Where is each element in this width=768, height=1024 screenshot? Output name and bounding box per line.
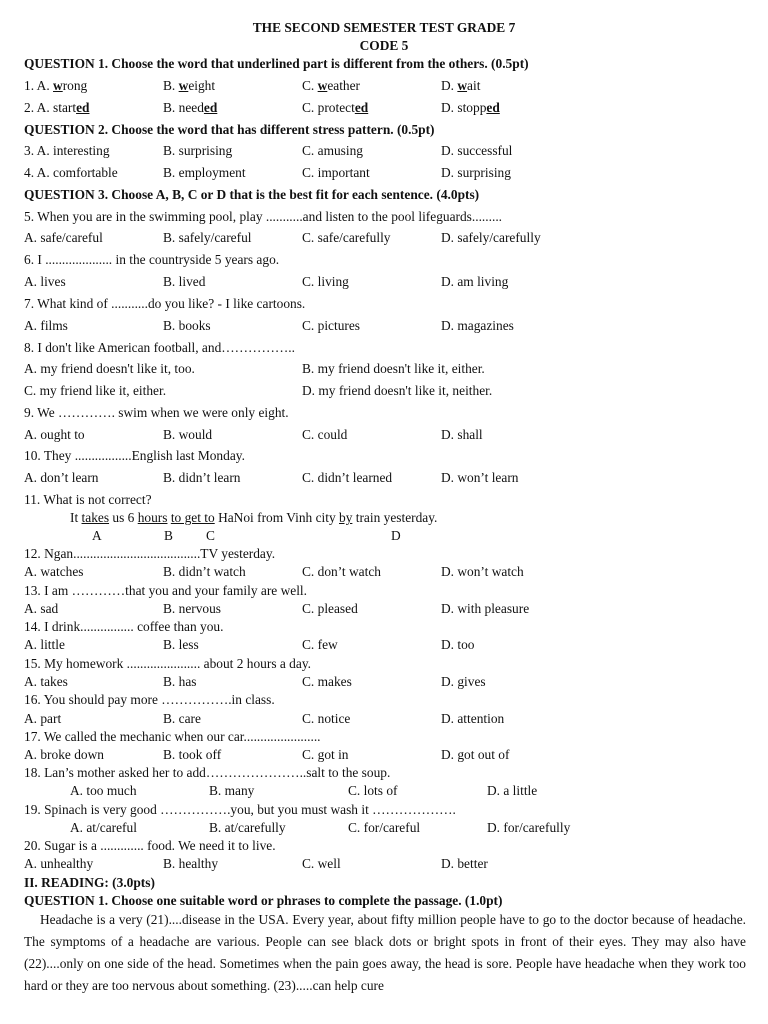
sentence-16: 16. You should pay more …………….in class. bbox=[24, 692, 275, 707]
question-1-title: QUESTION 1. Choose the word that underlined part is different from the others. (0.5pt) bbox=[24, 56, 529, 71]
option-a: A. broke down bbox=[24, 747, 104, 762]
sentence-20: 20. Sugar is a ............. food. We need it to live. bbox=[24, 838, 276, 853]
options-5 bbox=[24, 231, 744, 247]
options-16 bbox=[24, 712, 744, 728]
options-10 bbox=[24, 471, 744, 487]
option-d: D. magazines bbox=[441, 318, 514, 333]
option-c: C. got in bbox=[302, 747, 349, 762]
question-row bbox=[24, 166, 744, 182]
option-a: A. at/careful bbox=[70, 820, 137, 835]
options-14 bbox=[24, 638, 744, 654]
label-d: D bbox=[391, 528, 401, 543]
option-d: D. a little bbox=[487, 783, 538, 798]
option-a: A. my friend doesn't like it, too. bbox=[24, 361, 195, 376]
option-b: B. didn’t learn bbox=[163, 470, 241, 485]
sentence-9: 9. We …………. swim when we were only eight. bbox=[24, 405, 289, 420]
question-row bbox=[24, 79, 744, 95]
option-b: B. at/carefully bbox=[209, 820, 286, 835]
option-c: C. safe/carefully bbox=[302, 230, 391, 245]
option-d: D. stopped bbox=[441, 100, 500, 115]
option-c: C. didn’t learned bbox=[302, 470, 393, 485]
options-18 bbox=[24, 784, 744, 800]
sentence-19: 19. Spinach is very good …………….you, but you must wash it ………………. bbox=[24, 802, 456, 817]
option-c: C. lots of bbox=[348, 783, 398, 798]
options-9 bbox=[24, 428, 744, 444]
option-c: C. important bbox=[302, 165, 370, 180]
option-c: C. amusing bbox=[302, 143, 364, 158]
sentence-11: 11. What is not correct? bbox=[24, 492, 152, 507]
option-d: D. attention bbox=[441, 711, 505, 726]
option-c: C. weather bbox=[302, 78, 361, 93]
option-b: B. less bbox=[163, 637, 199, 652]
option-a: A. films bbox=[24, 318, 68, 333]
options-8-ab bbox=[24, 362, 744, 378]
question-2-title: QUESTION 2. Choose the word that has different stress pattern. (0.5pt) bbox=[24, 122, 435, 137]
options-17 bbox=[24, 748, 744, 764]
option-b: B. nervous bbox=[163, 601, 222, 616]
option-a: A. lives bbox=[24, 274, 66, 289]
option-d: D. with pleasure bbox=[441, 601, 530, 616]
option-d: D. won’t learn bbox=[441, 470, 519, 485]
option-c: C. for/careful bbox=[348, 820, 421, 835]
option-c: C. notice bbox=[302, 711, 351, 726]
option-d: D. shall bbox=[441, 427, 483, 442]
underlined-part-d: by bbox=[339, 510, 353, 525]
reading-section-title: II. READING: (3.0pts) bbox=[24, 875, 155, 890]
option-b: B. safely/careful bbox=[163, 230, 252, 245]
option-b: B. weight bbox=[163, 78, 216, 93]
question-row bbox=[24, 144, 744, 160]
options-8-cd bbox=[24, 384, 744, 400]
options-12 bbox=[24, 565, 744, 581]
option-b: B. would bbox=[163, 427, 213, 442]
test-code: CODE 5 bbox=[359, 38, 409, 53]
options-6 bbox=[24, 275, 744, 291]
label-a: A bbox=[92, 528, 102, 543]
options-15 bbox=[24, 675, 744, 691]
options-13 bbox=[24, 602, 744, 618]
sentence-13: 13. I am …………that you and your family are well. bbox=[24, 583, 307, 598]
sentence-17: 17. We called the mechanic when our car....................... bbox=[24, 729, 321, 744]
option-c: C. living bbox=[302, 274, 349, 289]
option-a: 4. A. comfortable bbox=[24, 165, 118, 180]
option-d: D. for/carefully bbox=[487, 820, 571, 835]
sentence-6: 6. I .................... in the countryside 5 years ago. bbox=[24, 252, 280, 267]
question-3-title: QUESTION 3. Choose A, B, C or D that is the best fit for each sentence. (4.0pts) bbox=[24, 187, 480, 202]
option-b: B. books bbox=[163, 318, 211, 333]
option-a: A. watches bbox=[24, 564, 84, 579]
option-b: B. lived bbox=[163, 274, 206, 289]
options-7 bbox=[24, 319, 744, 335]
option-b: B. didn’t watch bbox=[163, 564, 246, 579]
sentence-14: 14. I drink................ coffee than you. bbox=[24, 619, 224, 634]
test-title: THE SECOND SEMESTER TEST GRADE 7 bbox=[252, 20, 516, 35]
option-d: D. safely/carefully bbox=[441, 230, 541, 245]
option-a: A. ought to bbox=[24, 427, 85, 442]
options-20 bbox=[24, 857, 744, 873]
option-c: C. makes bbox=[302, 674, 352, 689]
option-b: B. many bbox=[209, 783, 255, 798]
underlined-part-a: takes bbox=[81, 510, 110, 525]
sentence-11-text: It takes us 6 hours to get to HaNoi from Vinh city by train yesterday. bbox=[70, 510, 438, 525]
option-d: D. my friend doesn't like it, neither. bbox=[302, 383, 493, 398]
sentence-5: 5. When you are in the swimming pool, play ...........and listen to the pool lifeguards......... bbox=[24, 209, 503, 224]
option-d: D. better bbox=[441, 856, 488, 871]
option-d: D. won’t watch bbox=[441, 564, 524, 579]
option-c: C. protected bbox=[302, 100, 369, 115]
sentence-18: 18. Lan’s mother asked her to add…………………..salt to the soup. bbox=[24, 765, 391, 780]
sentence-8: 8. I don't like American football, and…………….. bbox=[24, 340, 295, 355]
option-a: A. safe/careful bbox=[24, 230, 103, 245]
option-b: B. took off bbox=[163, 747, 222, 762]
options-19 bbox=[24, 821, 744, 837]
option-b: B. healthy bbox=[163, 856, 219, 871]
sentence-12: 12. Ngan......................................TV yesterday. bbox=[24, 546, 276, 561]
option-b: B. has bbox=[163, 674, 197, 689]
option-c: C. could bbox=[302, 427, 348, 442]
option-a: A. takes bbox=[24, 674, 68, 689]
option-c: C. few bbox=[302, 637, 338, 652]
sentence-7: 7. What kind of ...........do you like? - I like cartoons. bbox=[24, 296, 306, 311]
sentence-10: 10. They .................English last Monday. bbox=[24, 448, 245, 463]
option-d: D. successful bbox=[441, 143, 513, 158]
question-row bbox=[24, 101, 744, 117]
label-c: C bbox=[206, 528, 215, 543]
reading-question-1-title: QUESTION 1. Choose one suitable word or phrases to complete the passage. (1.0pt) bbox=[24, 893, 503, 908]
option-c: C. pictures bbox=[302, 318, 361, 333]
option-a: 1. A. wrong bbox=[24, 78, 88, 93]
option-a: A. part bbox=[24, 711, 62, 726]
option-a: A. too much bbox=[70, 783, 137, 798]
option-d: D. surprising bbox=[441, 165, 511, 180]
option-d: D. gives bbox=[441, 674, 486, 689]
option-b: B. employment bbox=[163, 165, 246, 180]
option-a: A. sad bbox=[24, 601, 59, 616]
reading-passage: Headache is a very (21)....disease in the USA. Every year, about fifty million people have to go to the doctor because of headache. The symptoms of a headache are various. People can see black dots or bright spots in front of their eyes. They may also have (22)....only on one side of the head. Sometimes when the pain goes away, the head is sore. People have headache when they work too hard or they are too nervous about something. (23).....can help cure bbox=[24, 912, 746, 993]
options-11-labels bbox=[24, 529, 744, 545]
option-b: B. needed bbox=[163, 100, 218, 115]
option-c: C. pleased bbox=[302, 601, 358, 616]
option-d: D. am living bbox=[441, 274, 509, 289]
option-d: D. got out of bbox=[441, 747, 510, 762]
option-a: 3. A. interesting bbox=[24, 143, 110, 158]
option-d: D. too bbox=[441, 637, 475, 652]
option-b: B. care bbox=[163, 711, 201, 726]
option-d: D. wait bbox=[441, 78, 481, 93]
label-b: B bbox=[164, 528, 173, 543]
option-c: C. well bbox=[302, 856, 341, 871]
option-c: C. my friend like it, either. bbox=[24, 383, 167, 398]
option-b: B. my friend doesn't like it, either. bbox=[302, 361, 485, 376]
option-a: 2. A. started bbox=[24, 100, 90, 115]
option-a: A. don’t learn bbox=[24, 470, 99, 485]
underlined-part-b: hours bbox=[137, 510, 168, 525]
option-b: B. surprising bbox=[163, 143, 233, 158]
underlined-part-c: to get to bbox=[170, 510, 215, 525]
option-a: A. little bbox=[24, 637, 65, 652]
option-c: C. don’t watch bbox=[302, 564, 381, 579]
option-a: A. unhealthy bbox=[24, 856, 94, 871]
sentence-15: 15. My homework ...................... about 2 hours a day. bbox=[24, 656, 311, 671]
